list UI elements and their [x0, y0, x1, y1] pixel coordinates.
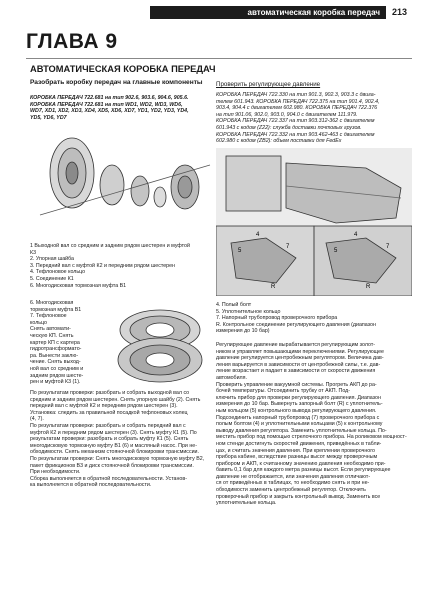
body-line: ником и управляет повышающими переключениями. Регулирующее: [216, 348, 384, 355]
list-item: измерения до 10 бар): [216, 328, 270, 335]
body-line: цах, и считать значения давления. При креплении проверочного: [216, 447, 375, 454]
transmission-exploded-figure: [30, 125, 215, 237]
list-item: 4. Тефлоновое кольцо: [30, 269, 86, 276]
body-line: полым болтом (4) и уплотнительными кольцами (5) к контрольному: [216, 421, 383, 428]
body-line: ся от приведённых в таблицах, то необходимо снять и при не-: [216, 480, 370, 487]
model-line: телем 601.943. КОРОБКА ПЕРЕДАЧ 722.375 на тип 901.4, 902.4,: [216, 98, 380, 105]
side-line: ной вал со средним и: [30, 365, 84, 372]
list-item: 5. Соединение К1: [30, 275, 74, 282]
body-line: пакет фрикционов В3 и диск стояночной блокировки трансмиссии.: [30, 462, 194, 469]
left-models: [30, 95, 215, 121]
side-line: задним рядом шесте-: [30, 372, 84, 379]
body-line: давление регулируется центробежным регулятором. Величина дав-: [216, 355, 384, 362]
side-line: картер КП с картера: [30, 339, 80, 346]
model-line: 903.4, 904.4 с двигателем 602.980. КОРОБКА ПЕРЕДАЧ 722.376: [216, 105, 378, 112]
model-line: КОРОБКА ПЕРЕДАЧ 722.332 на тип 903.462-463 с двигателем: [216, 131, 375, 138]
right-heading: Проверить регулирующее давление: [216, 81, 321, 88]
model-line: 601.943 с кодом (Z22): служба доставки почтовых грузов.: [216, 124, 362, 131]
body-line: обходимости. Снять механизм стояночной блокировки трансмиссии.: [30, 449, 199, 456]
list-item: 4. Полый болт: [216, 302, 252, 308]
body-line: муфтой К2 и передним рядом шестерен (3). Снять муфту К1 (5). По: [30, 429, 197, 436]
body-line: бавить 0,1 бар для каждого метра разницы высот. Если регулирующее: [216, 467, 391, 474]
body-line: Проверить управление вакуумной системы. Прогреть АКП до ра-: [216, 381, 377, 388]
body-line: Сборка выполняется в обратной последовательности. Установ-: [30, 475, 187, 482]
body-line: По результатам проверки: разобрать и собрать передний вал с: [30, 422, 186, 429]
side-line: 6. Многодисковая: [30, 300, 74, 306]
side-line: кольцо: [30, 319, 47, 326]
model-line: КОРОБКА ПЕРЕДАЧ 722.681 на тип 902.6, 903.6, 904.6, 905.6.: [30, 95, 189, 101]
callout-label: 4: [256, 232, 260, 238]
callout-label: R: [366, 284, 371, 290]
right-body-text: [216, 342, 412, 507]
body-line: (4, 7).: [30, 416, 44, 423]
callout-label: 4: [354, 232, 358, 238]
body-line: проверочный прибор и закрыть контрольный вывод. Заменить все: [216, 493, 381, 500]
page-number: 213: [392, 7, 408, 17]
brake-clutch-figure: [110, 295, 210, 390]
model-line: WD7, XD1, XD2, XD3, XD4, XD5, XD6, XD7, YD1, YD2, YD3, YD4,: [30, 108, 189, 115]
body-line: результатам проверки: разобрать и собрать муфту К1 (5). Снять: [30, 436, 189, 443]
list-item: 2. Упорная шайба: [30, 256, 74, 263]
body-line: давление не отображается, или значения давления отличают-: [216, 473, 371, 480]
left-parts-list: [30, 243, 215, 289]
body-line: измерения до 10 бар. Вывернуть запорный болт (R) с уплотнитель-: [216, 401, 383, 408]
body-line: По результатам проверки: разобрать и собрать выходной вал со: [30, 390, 190, 396]
body-line: Установка: следить за правильной посадкой тефлоновых колец: [30, 409, 188, 416]
right-models: [216, 92, 412, 145]
right-parts-list: [216, 302, 412, 335]
list-item: 3. Передний вал с муфтой К2 и передним рядом шестерен: [30, 262, 175, 269]
list-item: 1 Выходной вал со средним и задним рядом шестерен и муфтой: [30, 243, 190, 249]
body-line: ным кольцом (5) контрольного вывода регулирующего давления.: [216, 407, 377, 414]
side-line: гидротрансформато-: [30, 346, 82, 353]
list-item: К3: [30, 249, 37, 256]
body-line: средним и задним рядом шестерен. Снять упорную шайбу (2). Снять: [30, 396, 201, 403]
side-line: ческую КП. Снять: [30, 332, 74, 339]
body-line: прибором и АКП, к считанному значению давления необходимо при-: [216, 460, 386, 467]
callout-label: 5: [334, 248, 338, 254]
side-line: чение. Снять выход-: [30, 359, 81, 366]
left-body-text: [30, 390, 215, 489]
list-item: 7. Напорный трубопровод проверочного прибора: [216, 315, 338, 322]
callout-label: 7: [286, 244, 290, 250]
body-line: ка выполняется в обратной последовательности.: [30, 482, 152, 489]
list-item: R. Контрольное соединение регулирующего давления (диапазон: [216, 321, 376, 328]
section-title: АВТОМАТИЧЕСКАЯ КОРОБКА ПЕРЕДАЧ: [30, 64, 216, 74]
body-line: ном стенде достигнуть скоростей движения, приведённых в табли-: [216, 440, 382, 447]
model-line: КОРОБКА ПЕРЕДАЧ 722.681 на тип WD1, WD2, WD3, WD6,: [30, 101, 183, 108]
model-line: КОРОБКА ПЕРЕДАЧ 722.330 на тип 901.3, 902.3, 903.3 с двига-: [216, 92, 376, 98]
body-line: ление возрастает и падает в зависимости от скорости движения: [216, 368, 376, 375]
pressure-test-figure: [216, 148, 412, 296]
list-item: 5. Уплотнительное кольцо: [216, 308, 281, 315]
left-side-text: [30, 300, 110, 386]
body-line: выводу давления регулятора. Заменить уплотнительные кольца. По-: [216, 427, 387, 434]
side-line: ра. Вынести заклю-: [30, 352, 79, 359]
list-item: 6. Многодисковая тормозная муфта В1: [30, 282, 127, 289]
model-line: 602.980 с кодом (ZB2): объем поставки для FedEx: [216, 138, 342, 145]
body-line: передний вал с муфтой К2 и передним рядом шестерен (3).: [30, 403, 178, 410]
body-line: автомобиля.: [216, 374, 247, 381]
body-line: местить прибор под помощью стрелочного прибора. На роликовом мощност-: [216, 434, 407, 441]
body-line: Подсоединить напорный трубопровод (7) проверочного прибора с: [216, 414, 380, 421]
side-line: 7. Тефлоновое: [30, 313, 67, 320]
body-line: Регулирующее давление вырабатывается регулирующим золот-: [216, 342, 376, 348]
body-line: При необходимости.: [30, 469, 81, 476]
running-header: автоматическая коробка передач: [247, 8, 380, 17]
body-line: По результатам проверки: Снять многодисковую тормозную муфту В2,: [30, 455, 205, 462]
side-line: тормозная муфта В1: [30, 306, 82, 313]
callout-label: 5: [238, 248, 242, 254]
model-line: YD5, YD6, YD7: [30, 114, 67, 121]
body-line: бочей температуры. Отсоединить трубку от АКП. Под-: [216, 388, 351, 395]
chapter-title: ГЛАВА 9: [26, 30, 118, 53]
side-line: Снять автомати-: [30, 326, 71, 333]
chapter-rule: [26, 58, 412, 59]
body-line: ключить прибор для проверки регулирующего давления. Диапазон: [216, 394, 381, 401]
body-line: обходимости заменить центробежный регулятор. Отключить: [216, 487, 366, 494]
model-line: КОРОБКА ПЕРЕДАЧ 722.337 на тип 903.312-362 с двигателем: [216, 118, 375, 125]
callout-label: 7: [386, 244, 390, 250]
body-line: уплотнительные кольца.: [216, 500, 277, 507]
body-line: ления варьируется в зависимости от центробежной силы, т.е. дав-: [216, 361, 381, 368]
left-heading: Разобрать коробку передач на главные компоненты: [30, 79, 203, 86]
body-line: многодисковую тормозную муфту В1 (6) и масляный насос. При не-: [30, 442, 197, 449]
side-line: рен и муфтой К3 (1).: [30, 379, 81, 386]
callout-label: R: [271, 284, 276, 290]
body-line: прибора кабине, вследствие разницы высот между проверочным: [216, 454, 378, 461]
model-line: на тип 901.06, 902.0, 903.0, 904.0 с двигателем 111.979.: [216, 111, 358, 118]
